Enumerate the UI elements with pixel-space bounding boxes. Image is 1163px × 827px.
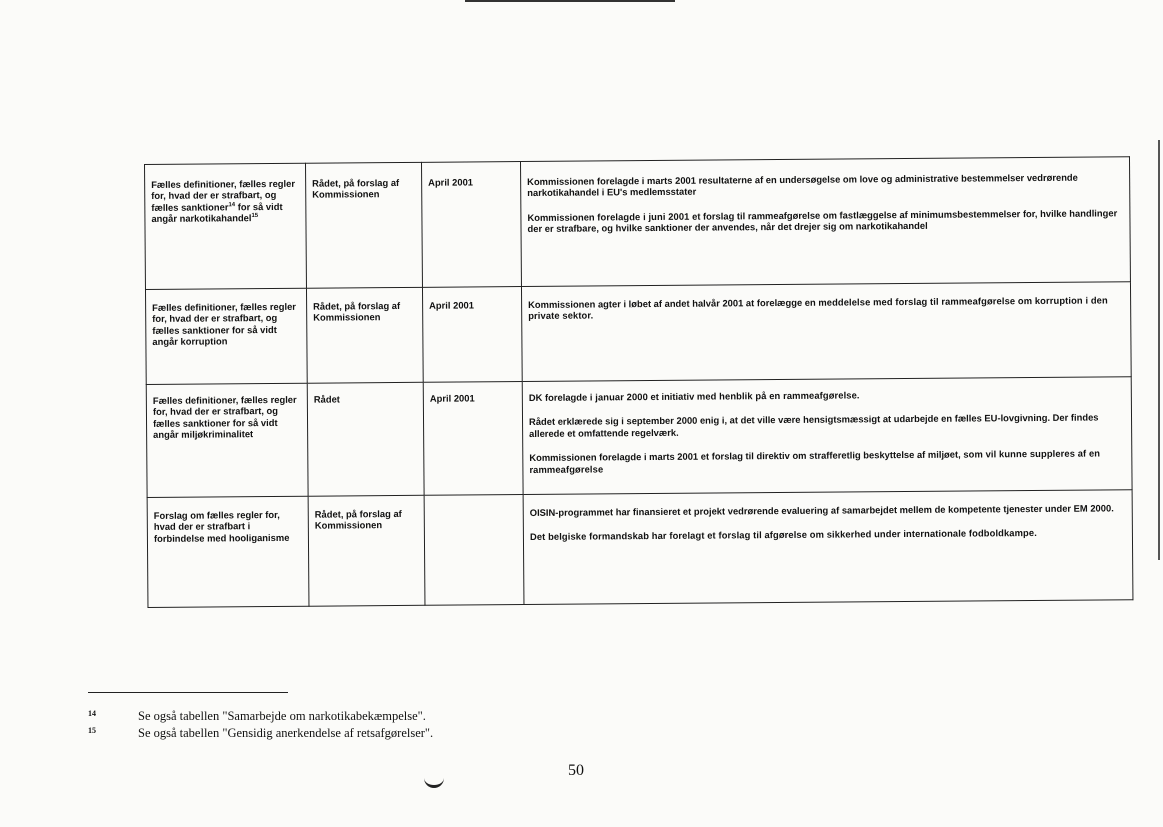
status-cell: [523, 490, 1133, 605]
scan-edge-line: [1158, 140, 1160, 560]
measures-table: [144, 156, 1133, 608]
status-cell: [522, 377, 1132, 495]
status-text: et forslag til rammeafgørelse om fastlæggelse af minimumsbestemmelser for, hvilke handlinger der er strafbare, og hvilke sanktioner der anvendes, når det drejer sig om narkotikahandel: [527, 207, 1118, 235]
table-row-korruption: [145, 282, 1131, 385]
status-text-emphasis: som vil kunne suppleres af en rammeafgørelse: [529, 447, 1101, 475]
topic-cell: Fælles definitioner, fælles regler for, hvad der er strafbart, og fælles sanktioner for så vidt angår miljøkriminalitet: [146, 383, 308, 497]
topic-text-continued: for så vidt angår narkotikahandel: [151, 200, 283, 225]
status-text-emphasis: forelagde i juni 2001: [597, 210, 690, 223]
status-text-emphasis: i januar 2000: [589, 391, 648, 403]
footnote-text: Se også tabellen "Samarbejde om narkotikabekæmpelse".: [138, 709, 426, 723]
table-row-hooliganisme: [147, 490, 1133, 608]
date-cell: April 2001: [423, 382, 523, 496]
date-cell: April 2001: [422, 287, 522, 383]
status-paragraph: OISIN-programmet har finansieret et projekt vedrørende evaluering af samarbejdet mellem de kompetente tjenester under EM 2000.: [529, 502, 1114, 518]
status-text: et initiativ: [647, 390, 697, 403]
top-edge-rule: [465, 0, 675, 2]
footnote-15: [88, 726, 433, 741]
topic-text: Fælles definitioner, fælles regler for, hvad der er strafbart, og fælles sanktioner: [151, 177, 295, 213]
status-text-emphasis: med henblik på en rammeafgørelse.: [696, 389, 860, 402]
measures-table-wrapper: [144, 164, 1130, 608]
topic-cell: Forslag om fælles regler for, hvad der er strafbart i forbindelse med hooliganisme: [147, 496, 309, 607]
actor-cell: Rådet, på forslag af Kommissionen: [305, 162, 422, 288]
status-paragraph: [527, 207, 1123, 234]
status-text: DK forelagde: [528, 391, 590, 403]
actor-cell: Rådet: [307, 382, 424, 496]
actor-cell: Rådet, på forslag af Kommissionen: [306, 287, 423, 383]
footnote-ref: 15: [251, 213, 259, 220]
table-row-miljoekriminalitet: [146, 377, 1132, 498]
status-paragraph-emphasis: Det belgiske formandskab har forelagt et forslag til afgørelse om sikkerhed under internationale fodboldkampe.: [529, 527, 1037, 543]
status-text: Kommissionen: [527, 211, 598, 223]
footnote-text: Se også tabellen "Gensidig anerkendelse af retsafgørelser".: [138, 726, 434, 740]
actor-cell: Rådet, på forslag af Kommissionen: [308, 495, 425, 606]
page-number: 50: [568, 762, 584, 779]
date-cell: [424, 495, 524, 606]
topic-cell: Fælles definitioner, fælles regler for, hvad der er strafbart, og fælles sanktioner for så vidt angår korruption: [145, 288, 307, 384]
status-cell: [521, 282, 1131, 382]
footnote-14: [88, 709, 426, 724]
status-paragraph: Rådet erklærede sig i september 2000 enig i, at det ville være hensigtsmæssigt at udarbejde en fælles EU-lovgivning. Der findes allerede et omfattende regelværk.: [528, 411, 1099, 439]
footnote-ref: 14: [228, 201, 236, 209]
footnote-separator: [88, 692, 288, 693]
status-text: Kommissionen forelagde i marts 2001 et forslag til direktiv om strafferetlig beskyttelse af miljøet,: [529, 448, 964, 464]
topic-cell: [145, 163, 307, 289]
status-text-emphasis: meddelelse med forslag til rammeafgørelse om korruption i den private sektor.: [528, 294, 1108, 322]
footnote-number: 15: [88, 726, 96, 735]
scan-smudge-mark: [424, 775, 444, 788]
status-paragraph: [529, 448, 1125, 475]
status-paragraph: [529, 387, 1125, 403]
status-paragraph: Kommissionen forelagde i marts 2001 resultaterne af en undersøgelse om love og administrative bestemmelser vedrørende narkotikahandel i EU's medlemsstater: [527, 171, 1078, 199]
table-row-narkotikahandel: [145, 157, 1131, 290]
date-cell: April 2001: [421, 162, 521, 288]
footnote-number: 14: [88, 709, 96, 718]
status-paragraph: [528, 294, 1124, 321]
status-cell: [520, 157, 1130, 287]
status-text: Kommissionen agter i løbet af andet halvår 2001 at forelægge en: [528, 296, 819, 310]
